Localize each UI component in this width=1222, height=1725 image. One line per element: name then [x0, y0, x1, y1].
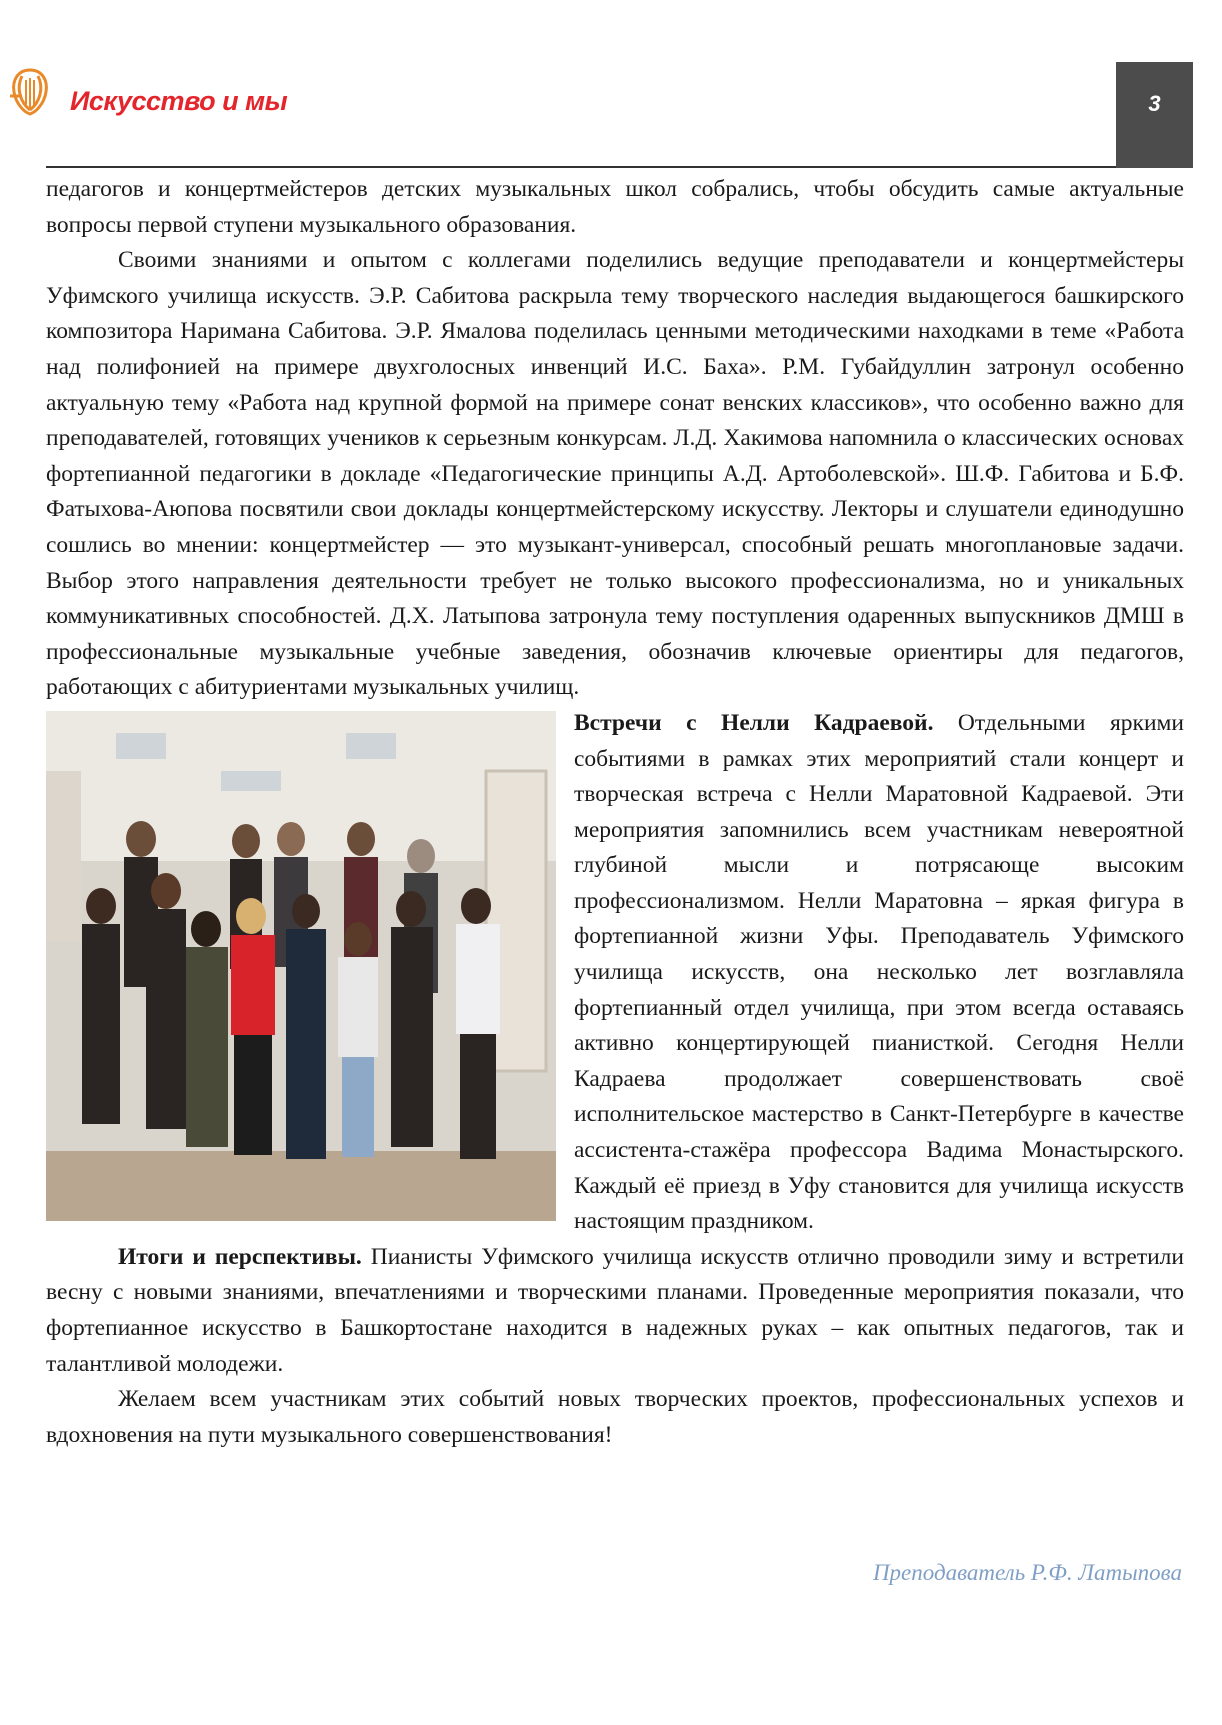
article-body	[46, 172, 1184, 1453]
paragraph-2: Своими знаниями и опытом с коллегами поделились ведущие преподаватели и концертмейстеры Уфимского училища искусств. Э.Р. Сабитова раскрыла тему творческого наследия выдающегося башкирского композитора Наримана Сабитова. Э.Р. Ямалова поделилась ценными методическими находками в теме «Работа над полифонией на примере двухголосных инвенций И.С. Баха». Р.М. Губайдуллин затронул особенно актуальную тему «Работа над крупной формой на примере сонат венских классиков», что особенно важно для преподавателей, готовящих учеников к серьезным конкурсам. Л.Д. Хакимова напомнила о классических основах фортепианной педагогики в докладе «Педагогические принципы А.Д. Артоболевской». Ш.Ф. Габитова и Б.Ф. Фатыхова-Аюпова посвятили свои доклады концертмейстерскому искусству. Лекторы и слушатели единодушно сошлись во мнении: концертмейстер — это музыкант-универсал, способный решать многоплановые задачи. Выбор этого направления деятельности требует не только высокого профессионализма, но и уникальных коммуникативных способностей. Д.Х. Латыпова затронула тему поступления одаренных выпускников ДМШ в профессиональные музыкальные учебные заведения, обозначив ключевые ориентиры для педагогов, работающих с абитуриентами музыкальных училищ.	[46, 247, 1184, 701]
paragraph-3-text: Отдельными яркими событиями в рамках этих мероприятий стали концерт и творческая встреча с Нелли Маратовной Кадраевой. Эти мероприятия запомнились всем участникам невероятной глубиной мысли и потрясающе высоким профессионализмом. Нелли Маратовна – яркая фигура в фортепианной жизни Уфы. Преподаватель Уфимского училища искусств, она несколько лет возглавляла фортепианный отдел училища, при этом всегда оставаясь активно концертирующей пианисткой. Сегодня Нелли Кадраева продолжает совершенствовать своё исполнительское мастерство в Санкт-Петербурге в качестве ассистента-стажёра профессора Вадима Монастырского. Каждый её приезд в Уфу становится для училища искусств настоящим праздником.	[574, 709, 1184, 1235]
lyre-logo-icon	[8, 66, 52, 118]
group-photo	[46, 711, 556, 1221]
paragraph-4-text: Пианисты Уфимского училища искусств отлично проводили зиму и встретили весну с новыми знаниями, впечатлениями и творческими планами. Проведенные мероприятия показали, что фортепианное искусство в Башкортостане находится в надежных руках – как опытных педагогов, так и талантливой молодежи.	[46, 1243, 1184, 1377]
page-number: 3	[1116, 62, 1193, 168]
paragraph-4	[46, 1240, 1184, 1382]
page-header	[0, 0, 1222, 170]
paragraph-4-heading: Итоги и перспективы.	[118, 1243, 362, 1270]
magazine-title: Искусство и мы	[70, 86, 288, 116]
paragraph-1: педагогов и концертмейстеров детских музыкальных школ собрались, чтобы обсудить самые актуальные вопросы первой ступени музыкального образования.	[46, 176, 1184, 238]
paragraph-5: Желаем всем участникам этих событий новых творческих проектов, профессиональных успехов и вдохновения на пути музыкального совершенствования!	[46, 1386, 1184, 1448]
paragraph-3-heading: Встречи с Нелли Кадраевой.	[574, 709, 934, 736]
author-signature: Преподаватель Р.Ф. Латыпова	[872, 1560, 1182, 1585]
header-rule	[46, 166, 1116, 168]
